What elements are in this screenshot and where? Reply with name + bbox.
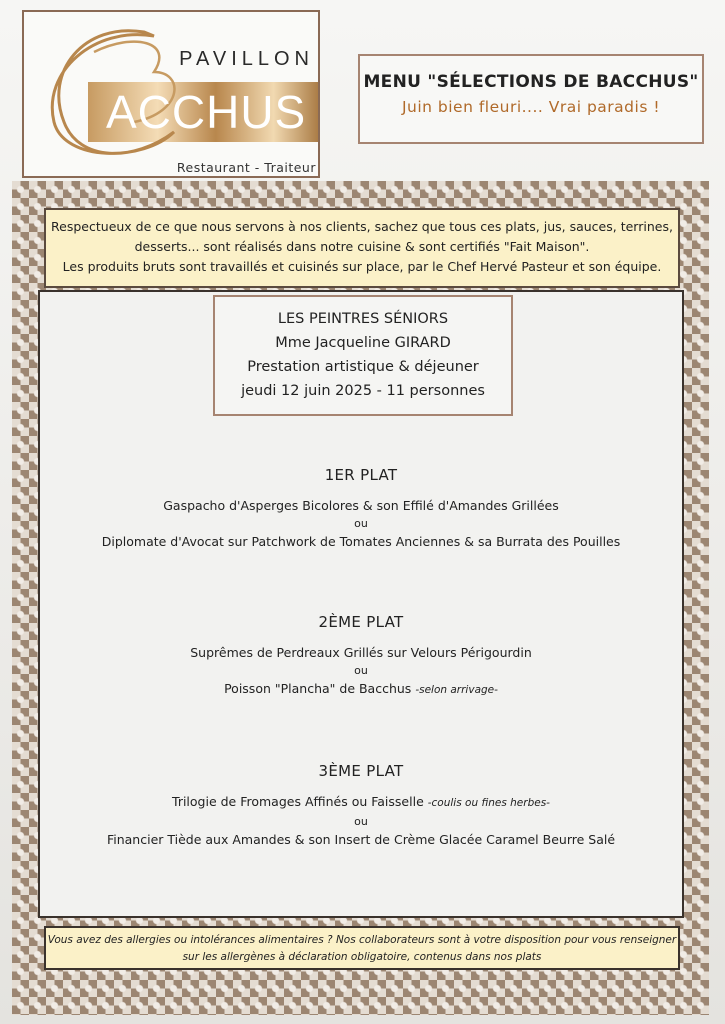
course-option: Gaspacho d'Asperges Bicolores & son Effilé d'Amandes Grillées — [163, 498, 559, 513]
course-1 — [38, 466, 684, 551]
course-or: ou — [354, 815, 368, 828]
allergy-line: Vous avez des allergies ou intolérances alimentaires ? Nos collaborateurs sont à votre disposition pour vous renseigner — [47, 934, 677, 946]
event-group: LES PEINTRES SÉNIORS — [277, 311, 449, 327]
notice-line: Les produits bruts sont travaillés et cuisinés sur place, par le Chef Hervé Pasteur et son équipe. — [62, 259, 662, 274]
menu-title-box — [358, 54, 704, 144]
course-or: ou — [354, 664, 368, 677]
course-option: Suprêmes de Perdreaux Grillés sur Velours Périgourdin — [190, 645, 532, 660]
event-service: Prestation artistique & déjeuner — [247, 359, 479, 375]
course-heading: 1ER PLAT — [324, 466, 398, 484]
course-option-line — [38, 679, 684, 700]
course-option: Financier Tiède aux Amandes & son Insert de Crème Glacée Caramel Beurre Salé — [106, 832, 616, 847]
course-option-note: -selon arrivage- — [415, 684, 498, 696]
course-heading: 3ÈME PLAT — [318, 762, 404, 780]
course-option: Diplomate d'Avocat sur Patchwork de Tomates Anciennes & sa Burrata des Pouilles — [101, 534, 621, 549]
course-heading: 2ÈME PLAT — [318, 613, 404, 631]
course-option-note: -coulis ou fines herbes- — [427, 797, 550, 809]
allergy-line: sur les allergènes à déclaration obligatoire, contenus dans nos plats — [182, 951, 542, 963]
notice-line: Respectueux de ce que nous servons à nos clients, sachez que tous ces plats, jus, sauces, terrines, — [51, 219, 673, 234]
menu-title: MENU "SÉLECTIONS DE BACCHUS" — [363, 72, 699, 92]
event-info-box — [213, 295, 513, 416]
course-option: Poisson "Plancha" de Bacchus — [224, 681, 412, 696]
course-3 — [38, 762, 684, 849]
course-2 — [38, 613, 684, 700]
event-contact: Mme Jacqueline GIRARD — [275, 335, 451, 351]
logo-pavillon-text: PAVILLON — [179, 48, 314, 70]
course-option-line — [38, 792, 684, 813]
allergy-notice — [44, 926, 680, 970]
notice-line: desserts... sont réalisés dans notre cuisine & sont certifiés "Fait Maison". — [134, 239, 590, 254]
course-option: Trilogie de Fromages Affinés ou Faisselle — [172, 794, 424, 809]
restaurant-logo — [22, 10, 320, 178]
logo-subtitle: Restaurant - Traiteur — [176, 160, 316, 175]
logo-brand-text: ACCHUS — [106, 86, 307, 138]
menu-tagline: Juin bien fleuri.... Vrai paradis ! — [401, 98, 661, 116]
course-or: ou — [354, 517, 368, 530]
homemade-notice — [44, 208, 680, 288]
event-date: jeudi 12 juin 2025 - 11 personnes — [241, 383, 485, 399]
